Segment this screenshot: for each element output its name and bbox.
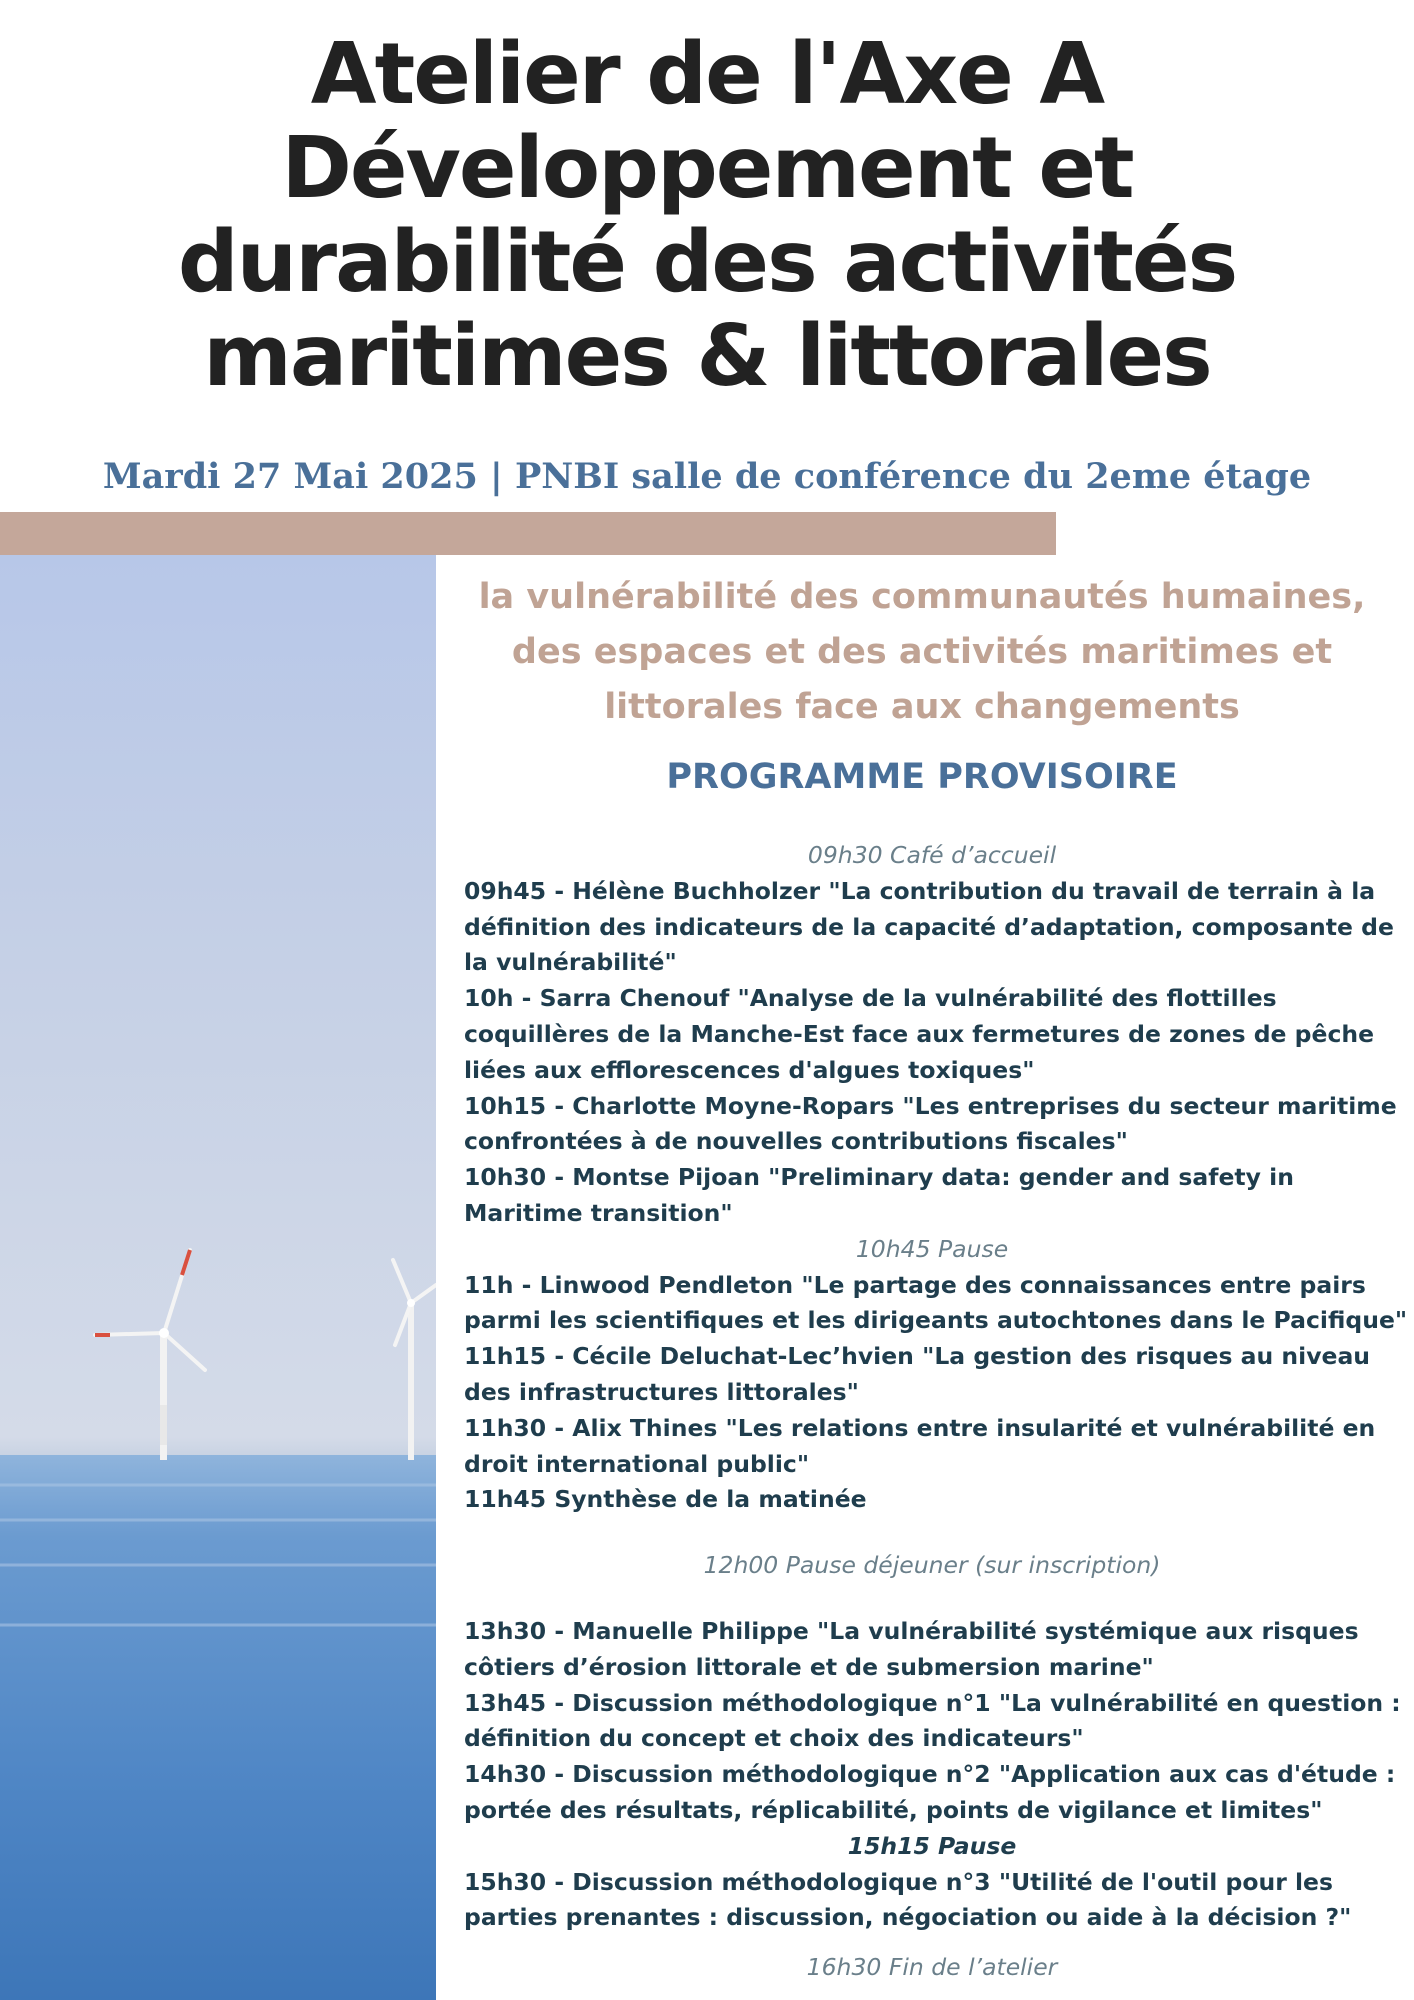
agenda-text: la vulnérabilité" <box>464 948 677 977</box>
theme-line: la vulnérabilité des communautés humaines, <box>478 577 1366 617</box>
agenda-item <box>464 874 1400 981</box>
wind-turbines-photo <box>0 555 436 2000</box>
agenda-item <box>464 1339 1400 1411</box>
agenda-text: confrontées à de nouvelles contributions fiscales" <box>464 1127 1128 1156</box>
agenda-text: Alix Thines "Les relations entre insularité et vulnérabilité en <box>572 1413 1376 1442</box>
event-date-location: Mardi 27 Mai 2025 | PNBI salle de conférence du 2eme étage <box>102 456 1312 497</box>
agenda-time: 11h15 - <box>464 1342 573 1371</box>
agenda-text: liées aux efflorescences d'algues toxiques" <box>464 1055 1035 1084</box>
agenda-text: parmi les scientifiques et les dirigeants autochtones dans le Pacifique" <box>464 1306 1408 1335</box>
agenda-text: Discussion méthodologique n°3 "Utilité de l'outil pour les <box>572 1867 1333 1896</box>
event-title-line: Atelier de l'Axe A <box>310 25 1104 124</box>
agenda-pause-welcome: 09h30 Café d’accueil <box>807 841 1057 869</box>
agenda-text: droit international public" <box>464 1449 810 1478</box>
agenda-time: 10h30 - <box>464 1163 573 1192</box>
event-title-line: durabilité des activités <box>177 213 1237 312</box>
agenda-end: 16h30 Fin de l’atelier <box>806 1953 1058 1982</box>
agenda-text: coquillères de la Manche-Est face aux fermetures de zones de pêche <box>464 1019 1375 1048</box>
event-title-line: maritimes & littorales <box>203 307 1211 406</box>
agenda-item <box>464 1089 1400 1161</box>
decorative-band <box>0 512 1056 555</box>
theme-statement <box>462 570 1382 735</box>
agenda-pause: 15h15 Pause <box>847 1831 1017 1860</box>
agenda-list <box>464 838 1408 1986</box>
agenda-pause: 10h45 Pause <box>855 1234 1009 1263</box>
agenda-text: Linwood Pendleton "Le partage des connaissances entre pairs <box>539 1270 1366 1299</box>
agenda-text: portée des résultats, réplicabilité, points de vigilance et limites" <box>464 1795 1323 1824</box>
agenda-text: des infrastructures littorales" <box>464 1377 859 1406</box>
event-title-line: Développement et <box>281 119 1133 218</box>
agenda-item <box>464 1482 1400 1518</box>
agenda-text: parties prenantes : discussion, négociation ou aide à la décision ?" <box>464 1903 1352 1932</box>
agenda-text: Maritime transition" <box>464 1198 733 1227</box>
agenda-text: Montse Pijoan "Preliminary data: gender and safety in <box>572 1163 1294 1192</box>
agenda-time: 13h30 - <box>464 1616 573 1645</box>
agenda-time: 10h15 - <box>464 1091 573 1120</box>
agenda-text: Sarra Chenouf "Analyse de la vulnérabilité des flottilles <box>539 984 1277 1013</box>
agenda-text: Manuelle Philippe "La vulnérabilité systémique aux risques <box>572 1616 1359 1645</box>
agenda-time: 13h45 - <box>464 1688 573 1717</box>
agenda-text: définition des indicateurs de la capacité d’adaptation, composante de <box>464 912 1394 941</box>
agenda-item <box>464 1268 1408 1340</box>
agenda-text: Discussion méthodologique n°2 "Application aux cas d'étude : <box>572 1760 1396 1789</box>
agenda-text: côtiers d’érosion littorale et de submersion marine" <box>464 1652 1154 1681</box>
agenda-time: 09h45 - <box>464 876 573 905</box>
agenda-item <box>464 1865 1400 1937</box>
agenda-item <box>464 1411 1400 1483</box>
agenda-item <box>464 1757 1400 1829</box>
agenda-text: 11h45 Synthèse de la matinée <box>464 1485 867 1514</box>
agenda-time: 11h30 - <box>464 1413 573 1442</box>
agenda-pause-lunch: 12h00 Pause déjeuner (sur inscription) <box>703 1551 1161 1580</box>
theme-line: des espaces et des activités maritimes et <box>511 632 1333 672</box>
agenda-text: Charlotte Moyne-Ropars "Les entreprises du secteur maritime <box>572 1091 1397 1120</box>
event-title <box>0 25 1414 406</box>
agenda-text: Cécile Deluchat-Lec’hvien "La gestion des risques au niveau <box>572 1342 1371 1371</box>
agenda-item <box>464 981 1400 1088</box>
agenda-time: 10h - <box>464 984 540 1013</box>
program-heading: PROGRAMME PROVISOIRE <box>666 757 1178 797</box>
agenda-text: Discussion méthodologique n°1 "La vulnérabilité en question : <box>572 1688 1401 1717</box>
agenda-time: 11h - <box>464 1270 540 1299</box>
agenda-text: définition du concept et choix des indicateurs" <box>464 1724 1084 1753</box>
theme-line: littorales face aux changements <box>604 687 1240 727</box>
agenda-time: 14h30 - <box>464 1760 573 1789</box>
agenda-text: Hélène Buchholzer "La contribution du travail de terrain à la <box>572 876 1376 905</box>
agenda-time: 15h30 - <box>464 1867 573 1896</box>
agenda-item <box>464 1160 1400 1232</box>
agenda-item <box>464 1614 1400 1686</box>
agenda-item <box>464 1686 1400 1758</box>
